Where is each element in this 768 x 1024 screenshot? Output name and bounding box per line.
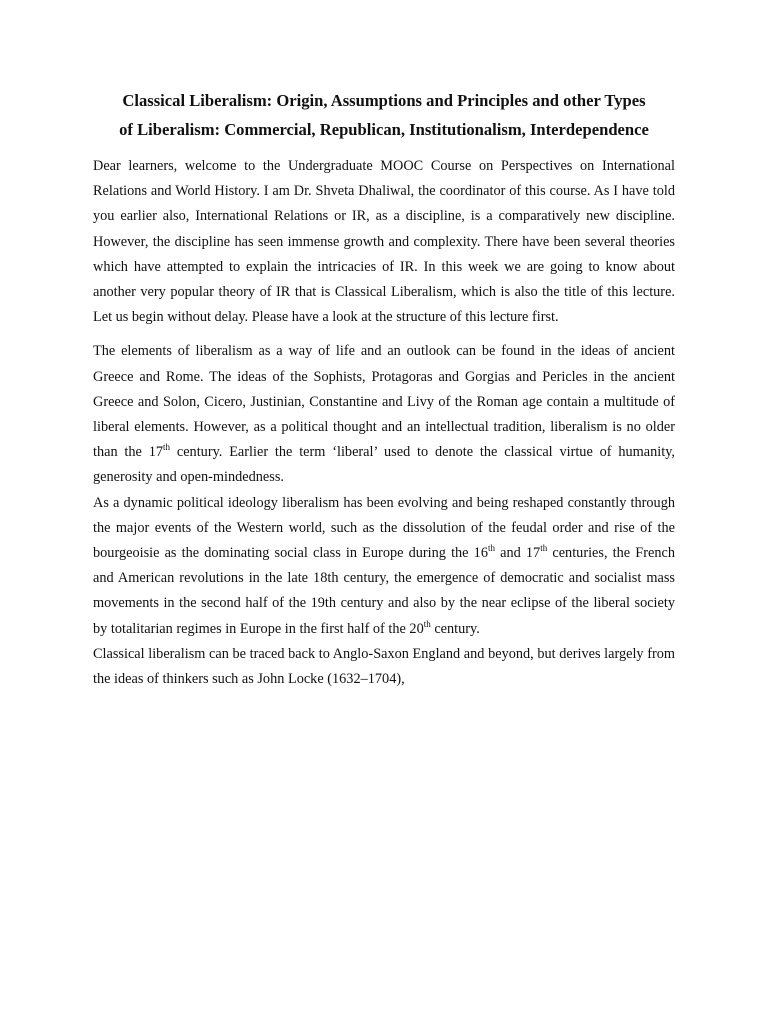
paragraph-origins-text-b: century. Earlier the term ‘liberal’ used to denote the classical virtue of humanity, generosity and open-mindedness. — [93, 444, 676, 486]
paragraph-origins-text-a: The elements of liberalism as a way of life and an outlook can be found in the ideas of ancient Greece and Rome. The ideas of the Sophists, Protagoras and Gorgias and Pericles in the ancient Greece and Solon, Cicero, Justinian, Constantine and Livy of the Roman age contain a multitude of liberal elements. However, as a political thought and an intellectual tradition, liberalism is no older than the 17 — [93, 343, 675, 461]
paragraph-evolution-text-c: centuries, the French and American revolutions in the late 18th century, the emergence of democratic and socialist mass movements in the second half of the 19th century and also by the near eclipse of the liberal society by totalitarian regimes in Europe in the first half of the 20 — [93, 545, 675, 637]
paragraph-evolution-text-b: and 17 — [494, 545, 541, 562]
paragraph-evolution-text-d: century. — [430, 620, 480, 637]
title-line-1: Classical Liberalism: Origin, Assumptions and Principles and other Types — [122, 91, 646, 110]
paragraph-classical-liberalism: Classical liberalism can be traced back to Anglo-Saxon England and beyond, but derives largely from the ideas of thinkers such as John Locke (1632–1704), — [93, 645, 675, 688]
paragraph-origins — [93, 339, 675, 490]
superscript-th: th — [163, 442, 171, 453]
document-page — [93, 86, 675, 692]
superscript-th: th — [540, 543, 548, 554]
superscript-th: th — [423, 618, 431, 629]
paragraph-introduction: Dear learners, welcome to the Undergraduate MOOC Course on Perspectives on International Relations and World History. I am Dr. Shveta Dhaliwal, the coordinator of this course. As I have told you earlier also, International Relations or IR, as a discipline, is a comparatively new discipline. However, the discipline has seen immense growth and complexity. There have been several theories which have attempted to explain the intricacies of IR. In this week we are going to know about another very popular theory of IR that is Classical Liberalism, which is also the title of this lecture. Let us begin without delay. Please have a look at the structure of this lecture first. — [93, 158, 675, 326]
paragraph-evolution-text-a: As a dynamic political ideology liberalism has been evolving and being reshaped constantly through the major events of the Western world, such as the dissolution of the feudal order and rise of the bourgeoisie as the dominating social class in Europe during the 16 — [93, 494, 675, 562]
document-title — [93, 86, 675, 144]
title-line-2: of Liberalism: Commercial, Republican, Institutionalism, Interdependence — [119, 120, 649, 139]
paragraph-evolution — [93, 491, 675, 642]
superscript-th: th — [487, 543, 495, 554]
